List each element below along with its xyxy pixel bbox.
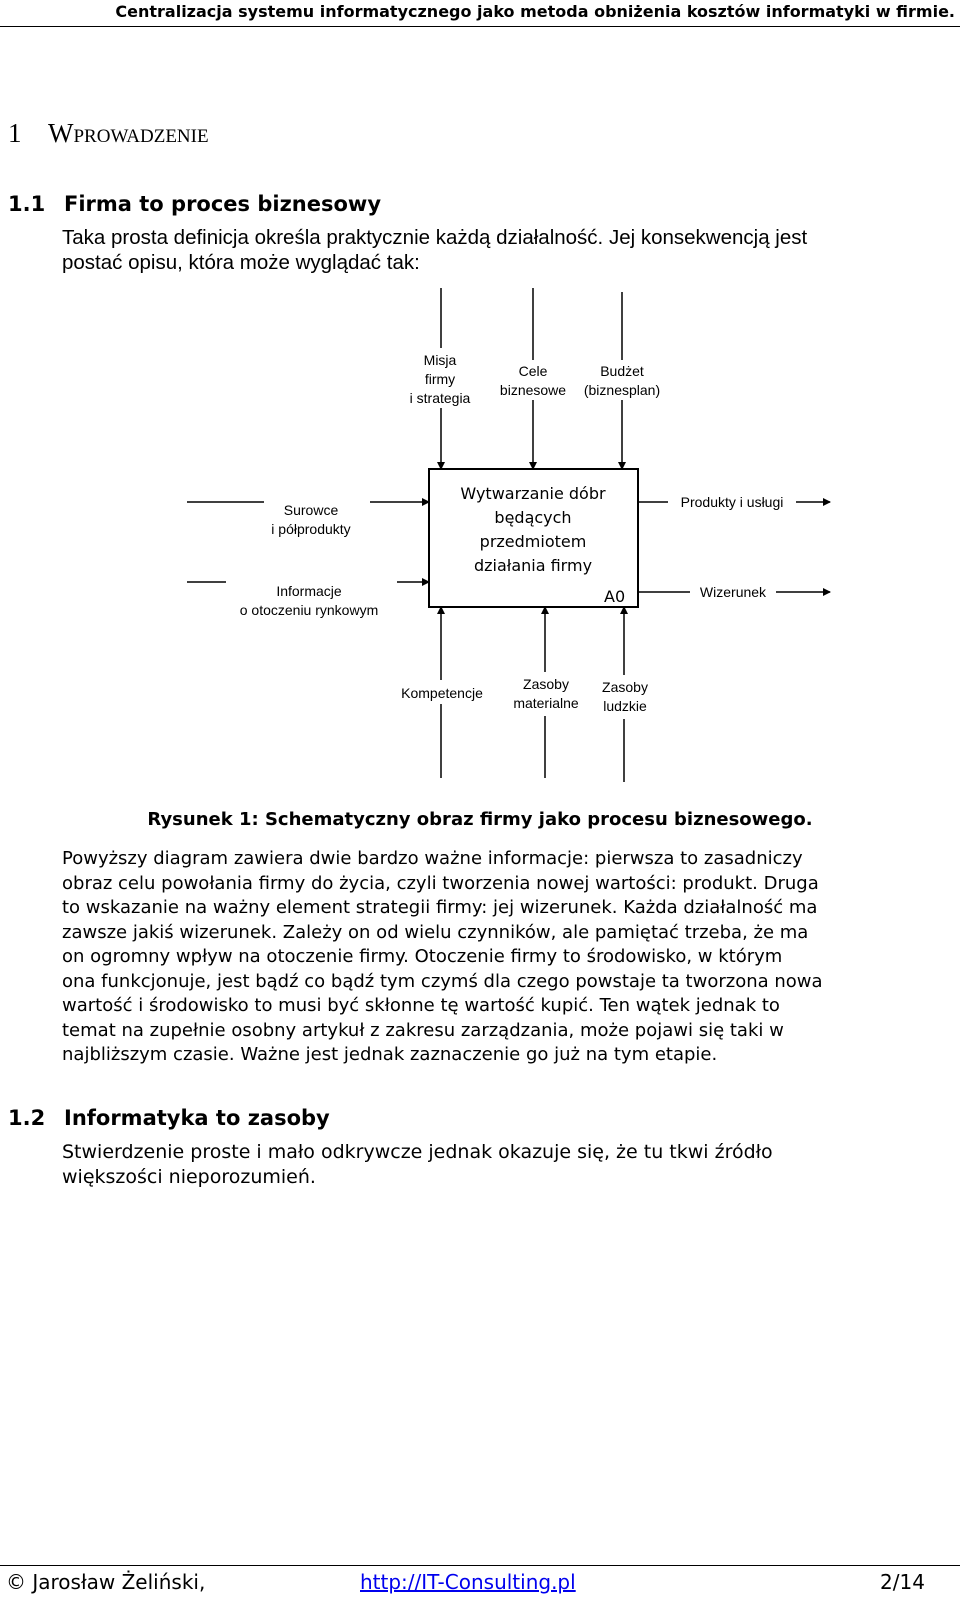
- body-line: najbliższym czasie. Ważne jest jednak zaznaczenie go już na tym etapie.: [62, 1044, 718, 1065]
- chapter-heading: [8, 118, 209, 149]
- section-title: Informatyka to zasoby: [64, 1106, 330, 1130]
- idef0-diagram: [0, 280, 960, 790]
- body-line: wartość i środowisko to musi być skłonne tę wartość kupić. Ten wątek jednak to: [62, 995, 780, 1016]
- section-number: 1.2: [8, 1106, 46, 1130]
- control-label: firmy: [424, 371, 456, 387]
- mechanism-label: materialne: [513, 695, 579, 711]
- box-title-line: Wytwarzanie dóbr: [460, 484, 606, 503]
- body-line: ona funkcjonuje, jest bądź co bądź tym czymś dla czego powstaje ta tworzona nowa: [62, 970, 823, 992]
- control-label: (biznesplan): [583, 382, 661, 398]
- body-line: Stwierdzenie proste i mało odkrywcze jednak okazuje się, że tu tkwi źródło: [62, 1141, 773, 1163]
- body-line: większości nieporozumień.: [62, 1166, 316, 1188]
- body-line: on ogromny wpływ na otoczenie firmy. Otoczenie firmy to środowisko, w którym: [62, 946, 783, 967]
- section-heading-1-1: [8, 192, 381, 216]
- control-label: biznesowe: [499, 382, 567, 398]
- body-paragraph: [62, 847, 942, 1068]
- input-label: o otoczeniu rynkowym: [239, 602, 379, 618]
- mechanism-label: Zasoby: [523, 676, 569, 692]
- body-line: to wskazanie na ważny element strategii firmy: jej wizerunek. Każda działalność ma: [62, 897, 818, 918]
- input-label: Informacje: [276, 583, 342, 599]
- footer-website-link[interactable]: http://IT-Consulting.pl: [360, 1570, 576, 1594]
- figure-caption: Rysunek 1: Schematyczny obraz firmy jako procesu biznesowego.: [147, 809, 813, 830]
- footer-rule: [0, 1565, 960, 1566]
- body-line: Powyższy diagram zawiera dwie bardzo ważne informacje: pierwsza to zasadniczy: [62, 848, 803, 869]
- mechanism-label: ludzkie: [603, 698, 647, 714]
- box-title-line: przedmiotem: [479, 532, 587, 551]
- header-rule: [0, 26, 960, 27]
- intro-line: postać opisu, która może wyglądać tak:: [62, 251, 420, 274]
- box-title-line: działania firmy: [473, 556, 593, 575]
- section-1-2-paragraph: [62, 1140, 942, 1190]
- page-number: 2/14: [880, 1570, 925, 1594]
- output-label: Wizerunek: [699, 584, 767, 600]
- section-number: 1.1: [8, 192, 46, 216]
- box-id: A0: [604, 587, 626, 606]
- footer-author: © Jarosław Żeliński,: [6, 1570, 206, 1594]
- control-label: i strategia: [409, 390, 471, 406]
- control-label: Cele: [518, 363, 548, 379]
- mechanism-label: Zasoby: [602, 679, 648, 695]
- input-label: Surowce: [283, 502, 339, 518]
- control-label: Misja: [423, 352, 457, 368]
- body-line: temat na zupełnie osobny artykuł z zakresu zarządzania, może pojawi się taki w: [62, 1019, 784, 1041]
- input-label: i półprodukty: [271, 521, 351, 537]
- intro-paragraph: [62, 225, 942, 275]
- output-label: Produkty i usługi: [680, 494, 784, 510]
- control-label: Budżet: [600, 363, 644, 379]
- mechanism-label: Kompetencje: [401, 685, 483, 701]
- intro-line: Taka prosta definicja określa praktycznie każdą działalność. Jej konsekwencją jest: [62, 226, 808, 249]
- chapter-title: Wprowadzenie: [48, 118, 209, 148]
- section-heading-1-2: [8, 1106, 330, 1130]
- chapter-number: 1: [8, 118, 22, 148]
- body-line: obraz celu powołania firmy do życia, czyli tworzenia nowej wartości: produkt. Druga: [62, 872, 819, 894]
- running-header: Centralizacja systemu informatycznego jako metoda obniżenia kosztów informatyki w firmie.: [115, 2, 955, 21]
- body-line: zawsze jakiś wizerunek. Zależy on od wielu czynników, ale pamiętać trzeba, że ma: [62, 921, 809, 943]
- section-title: Firma to proces biznesowy: [64, 192, 382, 216]
- box-title-line: będących: [494, 508, 572, 527]
